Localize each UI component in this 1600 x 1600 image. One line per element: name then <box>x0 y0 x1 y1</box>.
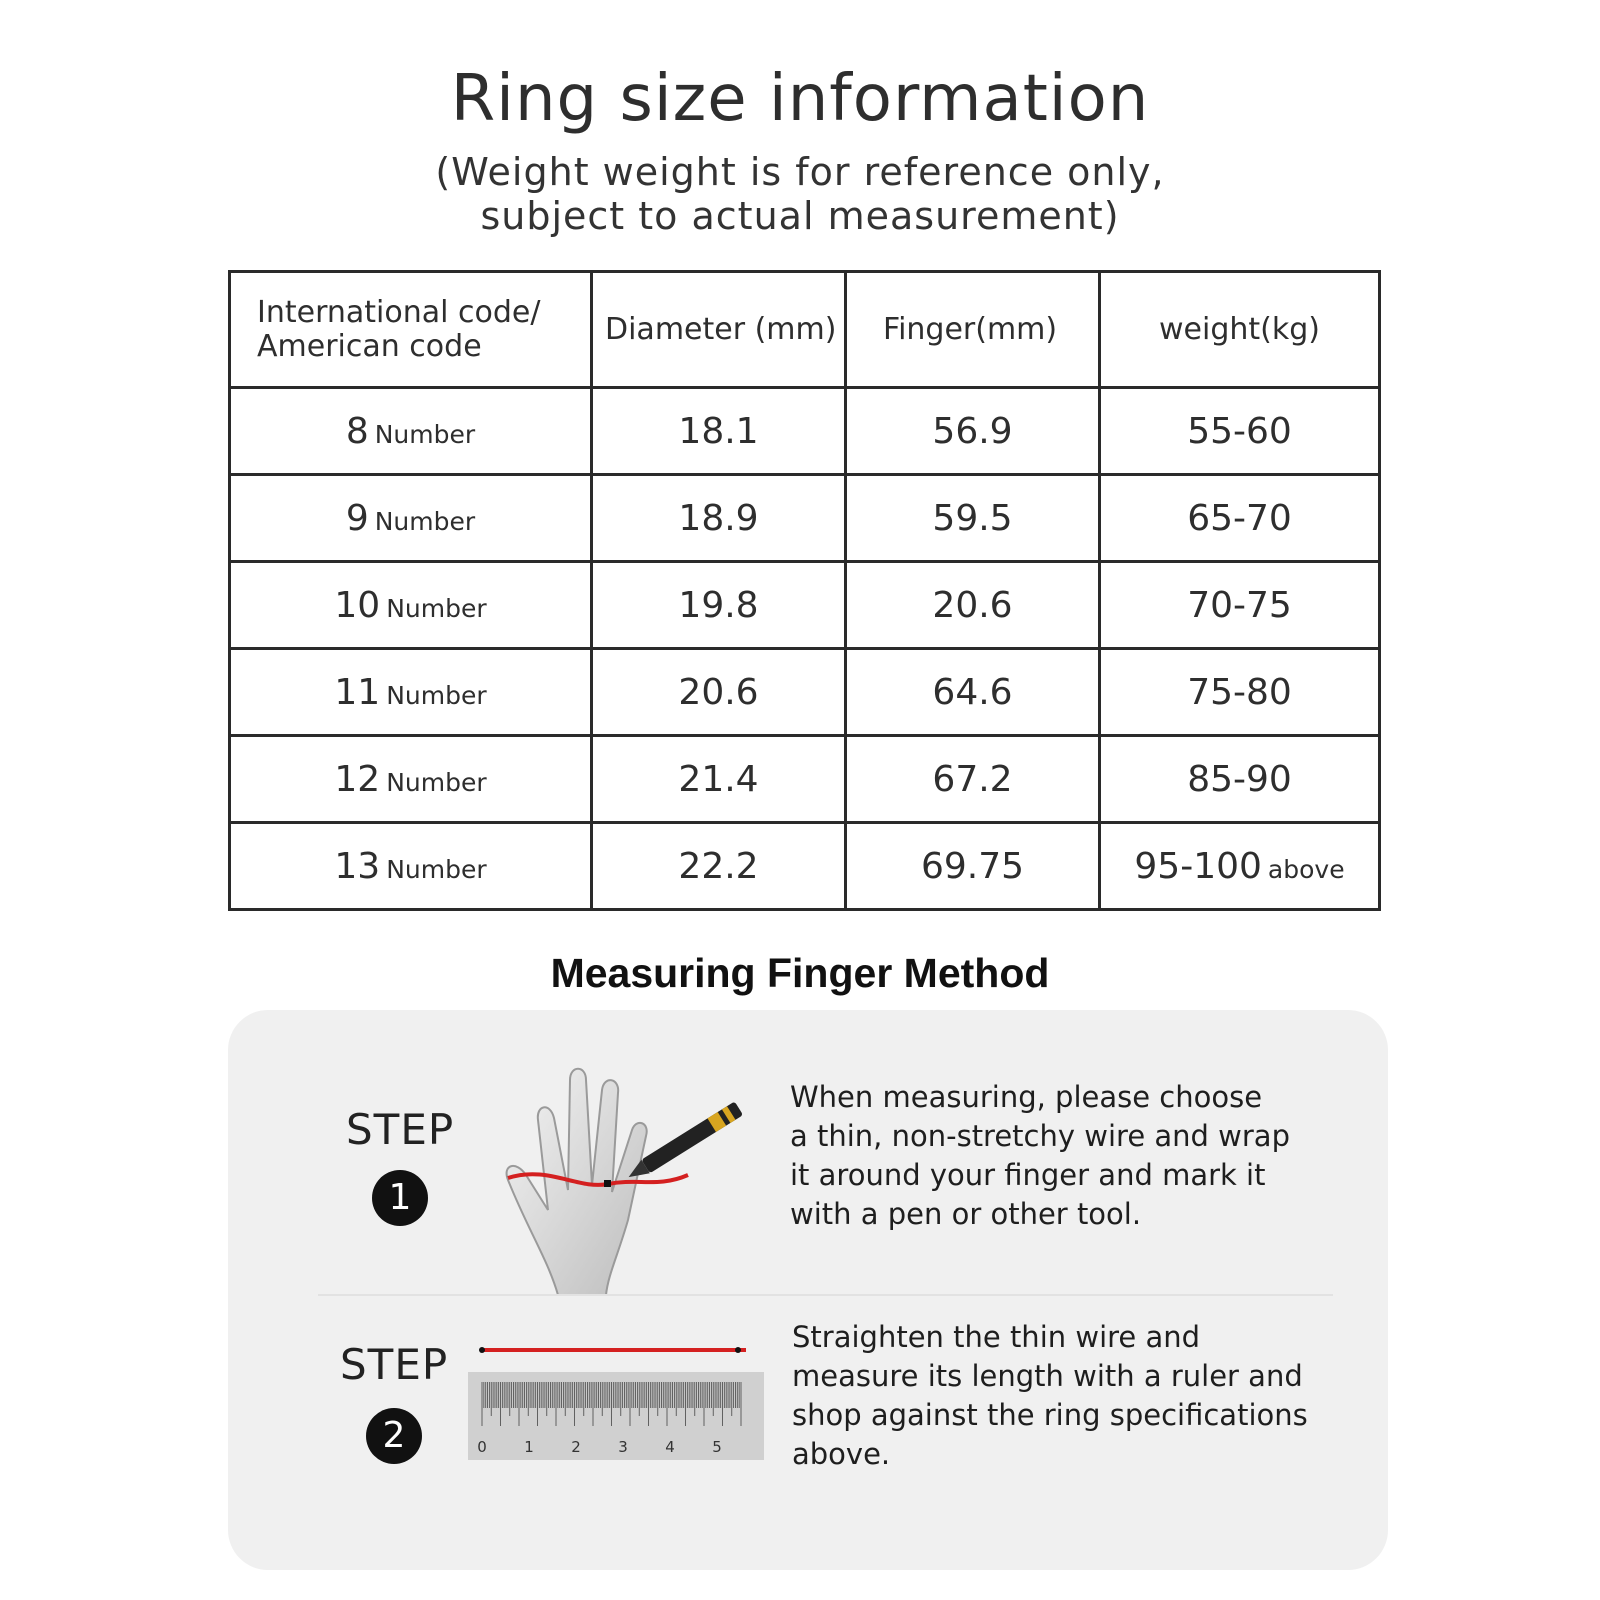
step-1-line-3: it around your finger and mark it <box>790 1158 1266 1192</box>
header-diameter: Diameter (mm) <box>592 272 846 388</box>
method-panel <box>228 1010 1388 1570</box>
size-unit: Number <box>386 680 487 710</box>
weight-cell <box>1100 649 1380 736</box>
header-code-line-2: American code <box>257 328 482 364</box>
diameter-cell: 18.9 <box>592 475 846 562</box>
size-number: 12 <box>334 758 381 800</box>
page-subtitle <box>0 150 1600 238</box>
size-cell <box>230 388 592 475</box>
weight-value: 70-75 <box>1187 584 1292 626</box>
finger-cell: 67.2 <box>846 736 1100 823</box>
diameter-cell: 19.8 <box>592 562 846 649</box>
subtitle-line-1: (Weight weight is for reference only, <box>435 150 1165 194</box>
step-1-number: 1 <box>372 1170 428 1226</box>
size-unit: Number <box>386 593 487 623</box>
weight-cell <box>1100 562 1380 649</box>
size-unit: Number <box>374 506 476 536</box>
step-2-label: STEP <box>340 1340 449 1389</box>
step-2-line-1: Straighten the thin wire and <box>792 1320 1201 1354</box>
size-unit: Number <box>374 419 476 449</box>
ruler-with-wire-icon <box>468 1330 768 1460</box>
table-row <box>230 475 1380 562</box>
size-cell <box>230 823 592 910</box>
weight-value: 55-60 <box>1187 410 1292 452</box>
header-finger: Finger(mm) <box>846 272 1100 388</box>
size-number: 8 <box>345 410 369 452</box>
weight-suffix: above <box>1267 854 1345 884</box>
size-cell <box>230 475 592 562</box>
ring-size-table <box>228 270 1381 911</box>
table-row <box>230 562 1380 649</box>
size-unit: Number <box>386 767 487 797</box>
size-number: 10 <box>334 584 381 626</box>
step-2-text <box>792 1318 1308 1474</box>
ruler-tick-label: 1 <box>524 1438 534 1456</box>
finger-cell: 64.6 <box>846 649 1100 736</box>
finger-cell: 69.75 <box>846 823 1100 910</box>
table-row <box>230 649 1380 736</box>
size-cell <box>230 736 592 823</box>
hand-measuring-icon <box>488 1060 798 1300</box>
finger-cell: 20.6 <box>846 562 1100 649</box>
weight-cell <box>1100 475 1380 562</box>
table-row <box>230 736 1380 823</box>
method-title: Measuring Finger Method <box>550 950 1050 996</box>
ruler-tick-label: 5 <box>712 1438 722 1456</box>
step-divider <box>318 1294 1333 1296</box>
diameter-cell: 18.1 <box>592 388 846 475</box>
header-code <box>230 272 592 388</box>
step-2-number: 2 <box>366 1408 422 1464</box>
step-2-line-4: above. <box>792 1437 891 1471</box>
size-number: 11 <box>334 671 381 713</box>
step-2-line-2: measure its length with a ruler and <box>792 1359 1303 1393</box>
ruler-tick-label: 4 <box>665 1438 675 1456</box>
finger-cell: 59.5 <box>846 475 1100 562</box>
weight-value: 85-90 <box>1187 758 1292 800</box>
size-number: 13 <box>334 845 381 887</box>
table-row <box>230 823 1380 910</box>
weight-value: 75-80 <box>1187 671 1292 713</box>
step-1-line-1: When measuring, please choose <box>790 1080 1263 1114</box>
size-cell <box>230 562 592 649</box>
ruler-tick-label: 3 <box>618 1438 628 1456</box>
step-1-label: STEP <box>346 1105 455 1154</box>
step-1-line-4: with a pen or other tool. <box>790 1197 1142 1231</box>
subtitle-line-2: subject to actual measurement) <box>480 194 1120 238</box>
diameter-cell: 21.4 <box>592 736 846 823</box>
weight-cell <box>1100 388 1380 475</box>
ruler-tick-label: 0 <box>477 1438 487 1456</box>
header-code-line-1: International code/ <box>257 294 541 330</box>
size-number: 9 <box>345 497 369 539</box>
table-header-row <box>230 272 1380 388</box>
page-title: Ring size information <box>450 62 1150 136</box>
header-weight: weight(kg) <box>1100 272 1380 388</box>
weight-cell <box>1100 823 1380 910</box>
diameter-cell: 22.2 <box>592 823 846 910</box>
finger-cell: 56.9 <box>846 388 1100 475</box>
weight-cell <box>1100 736 1380 823</box>
weight-value: 95-100 <box>1134 845 1262 887</box>
diameter-cell: 20.6 <box>592 649 846 736</box>
size-unit: Number <box>386 854 487 884</box>
step-2-line-3: shop against the ring specifications <box>792 1398 1308 1432</box>
ruler-tick-label: 2 <box>571 1438 581 1456</box>
size-cell <box>230 649 592 736</box>
weight-value: 65-70 <box>1187 497 1292 539</box>
step-1-text <box>790 1078 1290 1234</box>
step-1-line-2: a thin, non-stretchy wire and wrap <box>790 1119 1290 1153</box>
table-row <box>230 388 1380 475</box>
